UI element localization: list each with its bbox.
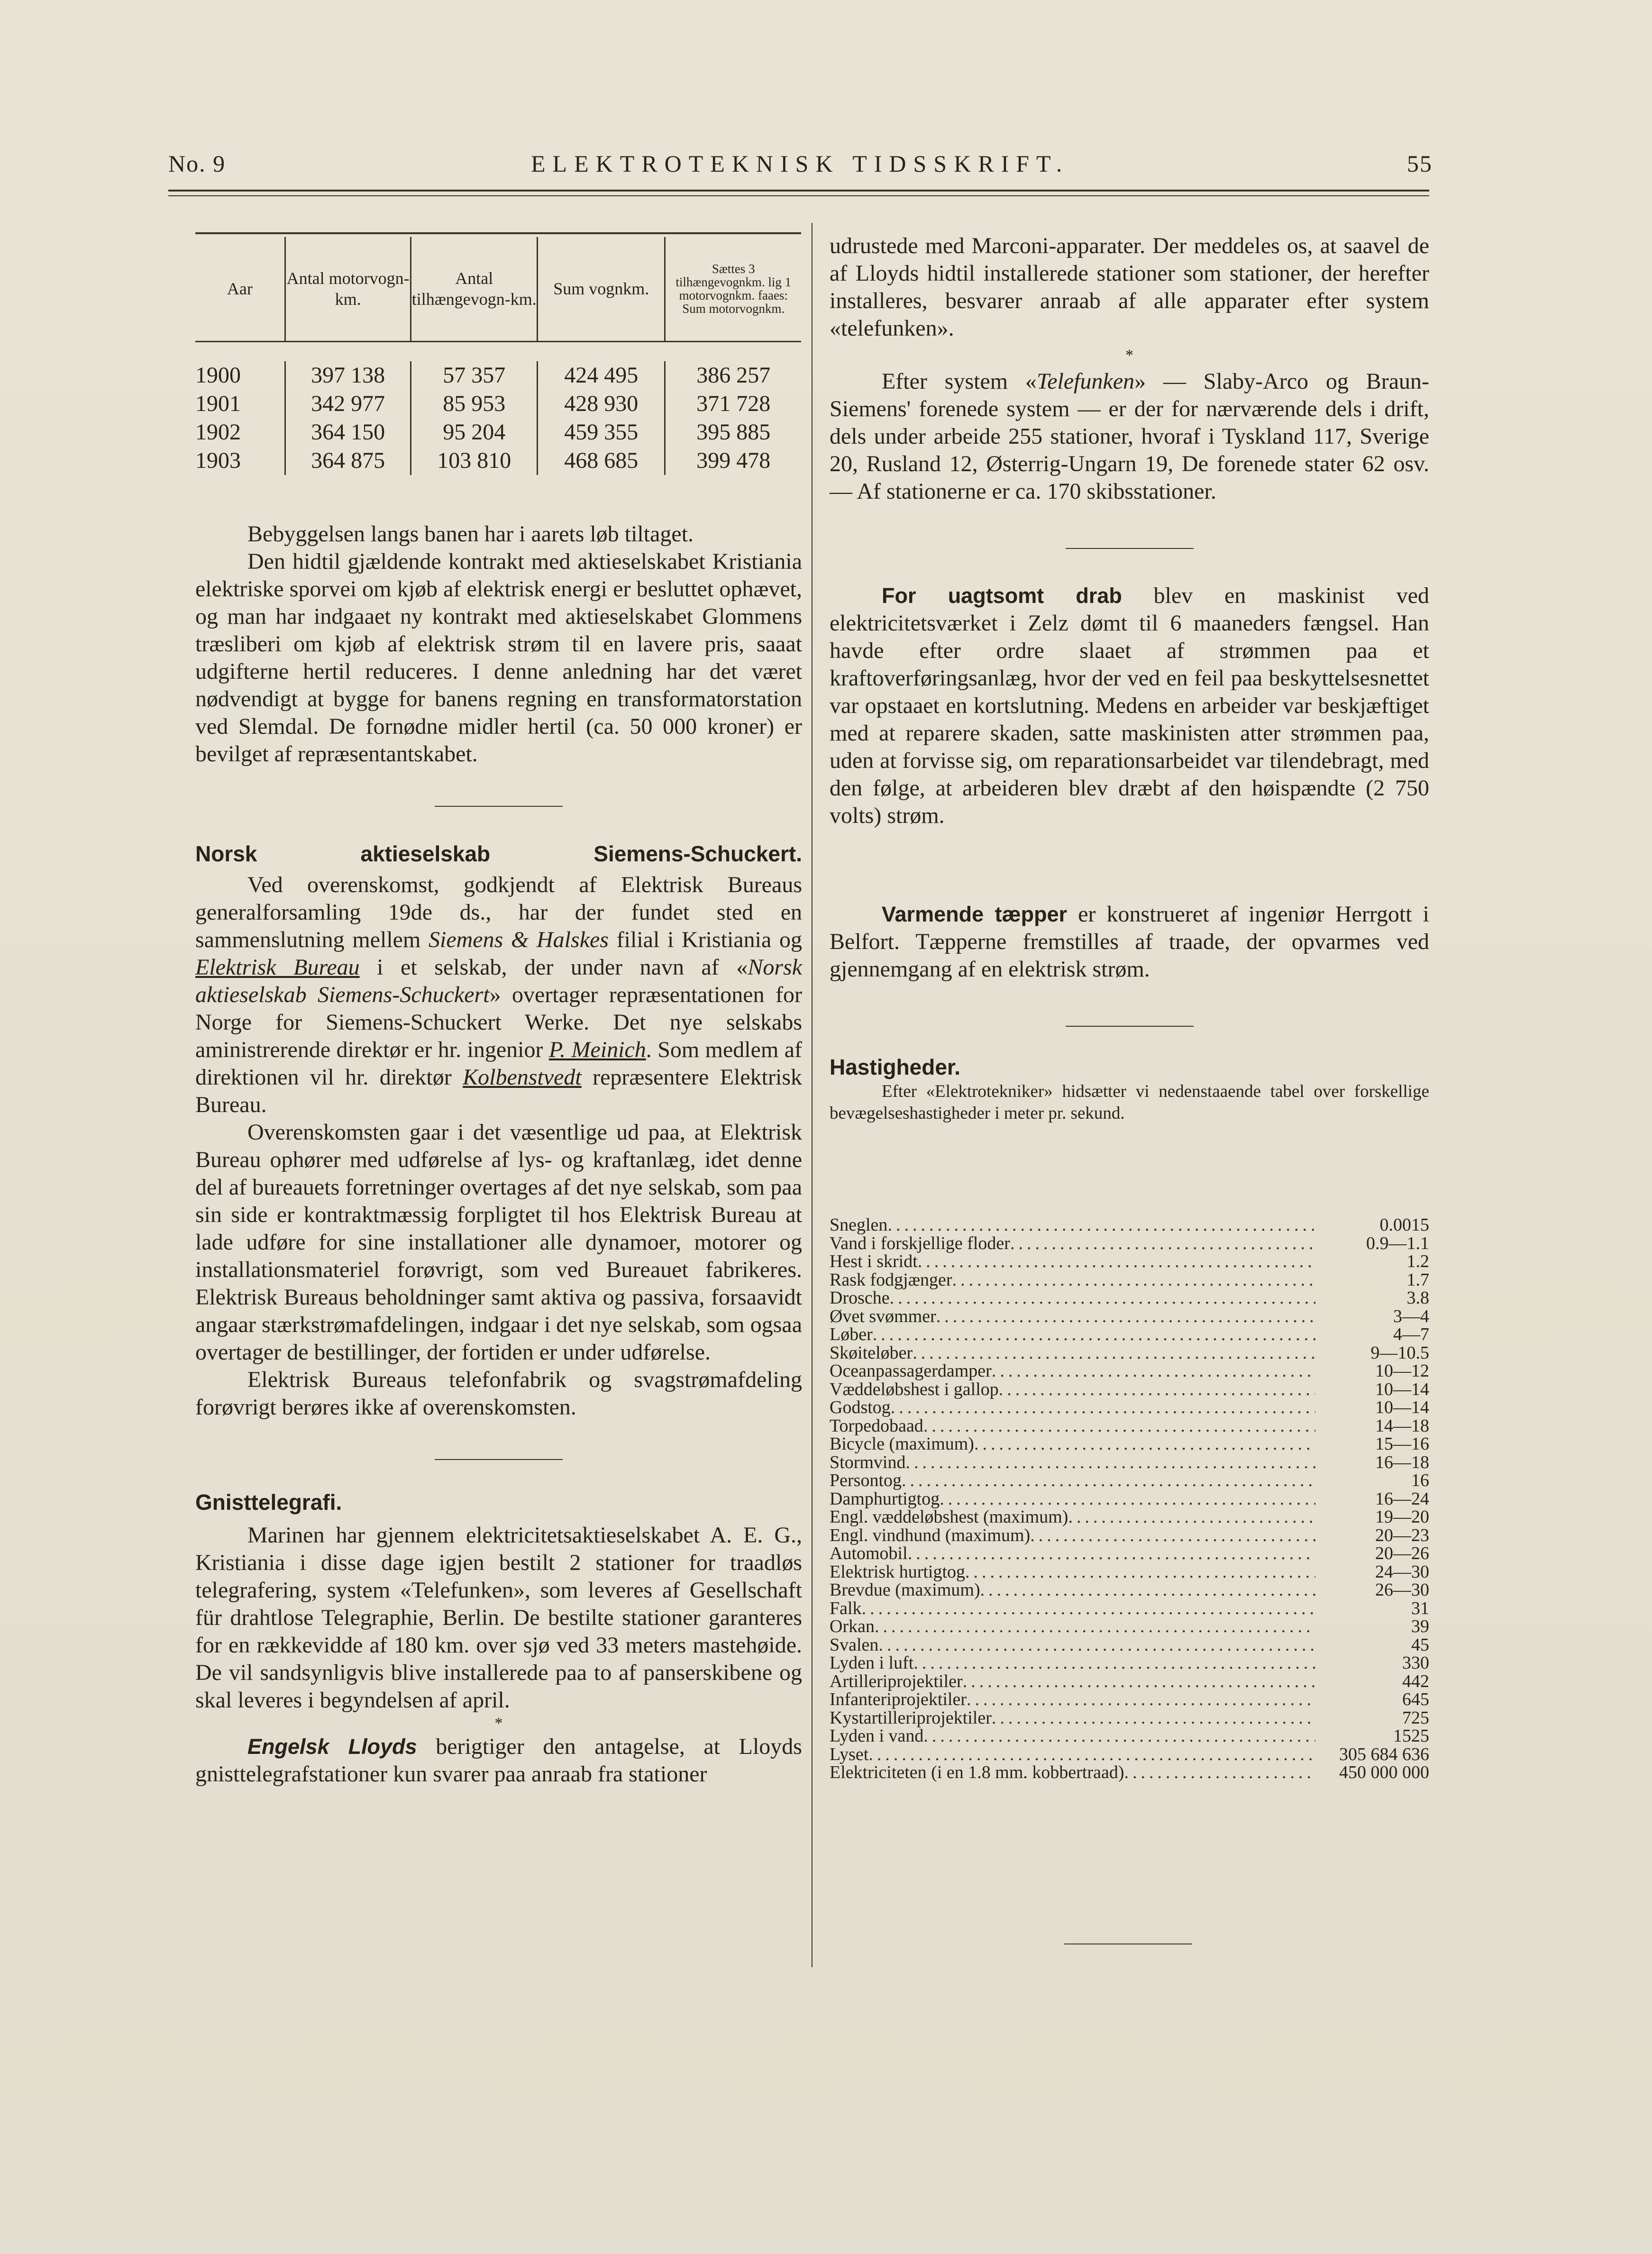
speed-row bbox=[830, 1745, 1429, 1764]
dot-leader bbox=[974, 1435, 1315, 1453]
speed-row bbox=[830, 1252, 1429, 1271]
speed-value: 0.0015 bbox=[1379, 1215, 1429, 1235]
speed-row bbox=[830, 1727, 1429, 1745]
dot-leader bbox=[887, 1216, 1315, 1234]
speed-label: Kystartilleriprojektiler bbox=[830, 1707, 992, 1728]
dot-leader bbox=[875, 1617, 1315, 1636]
speed-row bbox=[830, 1709, 1429, 1727]
dot-leader bbox=[999, 1380, 1315, 1399]
speed-label: Løber bbox=[830, 1324, 873, 1344]
table-rule-top bbox=[195, 232, 801, 234]
speed-value: 20—26 bbox=[1375, 1543, 1429, 1563]
dot-leader bbox=[992, 1709, 1315, 1727]
speed-row bbox=[830, 1216, 1429, 1234]
dot-leader bbox=[862, 1599, 1315, 1618]
speed-label: Oceanpassagerdamper bbox=[830, 1361, 992, 1381]
speed-row bbox=[830, 1690, 1429, 1709]
speed-value: 19—20 bbox=[1375, 1507, 1429, 1527]
dot-leader bbox=[952, 1271, 1315, 1289]
dot-leader bbox=[918, 1252, 1315, 1271]
table-row: 1903 364 875 103 810 468 685 399 478 bbox=[195, 447, 801, 475]
dot-leader bbox=[1124, 1763, 1316, 1782]
speed-row bbox=[830, 1526, 1429, 1545]
speed-label: Stormvind bbox=[830, 1452, 906, 1472]
speed-label: Orkan bbox=[830, 1616, 875, 1636]
dot-leader bbox=[923, 1417, 1315, 1435]
speed-value: 645 bbox=[1402, 1689, 1429, 1709]
speed-label: Lyden i vand bbox=[830, 1726, 924, 1746]
dot-leader bbox=[873, 1325, 1315, 1344]
speed-value: 15—16 bbox=[1375, 1434, 1429, 1454]
paragraph: Marinen har gjennem elektricitetsaktieselskabet A. E. G., Kristiania i disse dage igjen bestilt 2 stationer for traadløs telegrafering, system «Telefunken», som leveres af Gesellschaft für drahtlose Telegraphie, Berlin. De bestilte stationer garanteres for en rækkevidde af 180 km. over sjø ved 33 meters mastehøide. De vil sandsynligvis blive installerede paa to af panserskibene og skal leveres i begyndelsen af april. bbox=[195, 1523, 802, 1713]
speed-value: 20—23 bbox=[1375, 1525, 1429, 1545]
dot-leader bbox=[905, 1453, 1315, 1472]
drab-title: For uagtsomt drab bbox=[882, 584, 1122, 608]
speed-row bbox=[830, 1234, 1429, 1253]
speed-value: 330 bbox=[1402, 1653, 1429, 1673]
varm-title: Varmende tæpper bbox=[882, 902, 1068, 926]
speed-row bbox=[830, 1617, 1429, 1636]
paragraph: udrustede med Marconi-apparater. Der meddeles os, at saavel de af Lloyds hidtil installerede stationer som stationer, der herefter installeres, besvarer anraab af alle apparater efter system «telefunken». bbox=[830, 233, 1429, 341]
dot-leader bbox=[1030, 1526, 1315, 1545]
running-header bbox=[0, 150, 1652, 183]
speed-label: Øvet svømmer bbox=[830, 1306, 936, 1326]
speed-value: 0.9—1.1 bbox=[1366, 1233, 1429, 1253]
asterism: * bbox=[1125, 347, 1133, 364]
dot-leader bbox=[963, 1672, 1315, 1691]
dot-leader bbox=[913, 1344, 1315, 1362]
table-header-rule bbox=[195, 341, 801, 361]
speed-value: 10—14 bbox=[1375, 1397, 1429, 1417]
header-equivalent-km: Sættes 3 tilhængevognkm. lig 1 motorvognkm. faaes: Sum motorvognkm. bbox=[665, 237, 801, 341]
speed-label: Rask fodgjænger bbox=[830, 1269, 952, 1290]
speeds-table bbox=[830, 1216, 1429, 1782]
speed-value: 3.8 bbox=[1406, 1288, 1429, 1308]
dot-leader bbox=[902, 1471, 1315, 1490]
speed-label: Elektriciteten (i en 1.8 mm. kobbertraad) bbox=[830, 1762, 1124, 1782]
speed-label: Sneglen bbox=[830, 1215, 888, 1235]
journal-title: ELEKTROTEKNISK TIDSSKRIFT. bbox=[531, 150, 1069, 177]
left-column bbox=[195, 520, 802, 1788]
dot-leader bbox=[967, 1690, 1315, 1709]
speed-label: Elektrisk hurtigtog bbox=[830, 1561, 966, 1582]
speeds-intro: Efter «Elektrotekniker» hidsætter vi nedenstaaende tabel over forskellige bevægelseshastigheder i meter pr. sekund. bbox=[830, 1082, 1429, 1123]
table-row: 1902 364 150 95 204 459 355 395 885 bbox=[195, 418, 801, 447]
speed-value: 3—4 bbox=[1393, 1306, 1429, 1326]
dot-leader bbox=[992, 1362, 1315, 1380]
speed-label: Engl. væddeløbshest (maximum) bbox=[830, 1507, 1068, 1527]
speed-row bbox=[830, 1672, 1429, 1691]
speed-row bbox=[830, 1508, 1429, 1526]
speed-value: 45 bbox=[1411, 1634, 1429, 1655]
speed-row bbox=[830, 1490, 1429, 1508]
speed-row bbox=[830, 1289, 1429, 1307]
header-year: Aar bbox=[227, 279, 253, 299]
speed-value: 16 bbox=[1411, 1470, 1429, 1490]
speed-value: 1525 bbox=[1393, 1726, 1429, 1746]
paragraph: Overenskomsten gaar i det væsentlige ud paa, at Elektrisk Bureau ophører med udførelse af lys- og kraftanlæg, idet denne del af bureauets forretninger overtages af det nye selskab, som paa sin side er kontraktmæssig forpligtet til hos Elektrisk Bureau at lade udføre for sine installationer alle dynamoer, motorer og installationsmateriel forøvrigt, som ved Bureauet fabrikeres. Elektrisk Bureaus beholdninger samt aktiva og passiva, forsaavidt angaar stærkstrømafdelingen, indgaar i det nye selskab, som ogsaa overtager de bestillinger, der fortiden er under udførelse. bbox=[195, 1120, 802, 1365]
speed-row bbox=[830, 1398, 1429, 1417]
speed-label: Brevdue (maximum) bbox=[830, 1580, 980, 1600]
section-title-gnisttelegrafi: Gnisttelegrafi. bbox=[195, 1490, 342, 1515]
dot-leader bbox=[891, 1398, 1315, 1417]
dot-leader bbox=[868, 1745, 1315, 1764]
speed-row bbox=[830, 1636, 1429, 1654]
speed-value: 39 bbox=[1411, 1616, 1429, 1636]
table-row: 1901 342 977 85 953 428 930 371 728 bbox=[195, 390, 801, 418]
header-motor-km: Antal motorvogn-km. bbox=[285, 237, 411, 341]
dot-leader bbox=[1010, 1234, 1315, 1253]
speed-value: 725 bbox=[1402, 1707, 1429, 1728]
speed-row bbox=[830, 1581, 1429, 1599]
speed-row bbox=[830, 1763, 1429, 1782]
paragraph: Efter system «Telefunken» — Slaby-Arco og Braun-Siemens' forenede system — er der for nærværende dels i drift, dels under arbeide 255 stationer, hvoraf i Tyskland 117, Sverige 20, Rusland 12, Østerrig-Ungarn 19, De forenede stater 62 osv. — Af stationerne er ca. 170 skibsstationer. bbox=[830, 369, 1430, 504]
speed-value: 450 000 000 bbox=[1339, 1762, 1429, 1782]
speed-row bbox=[830, 1471, 1429, 1490]
speed-value: 14—18 bbox=[1375, 1415, 1429, 1436]
speed-label: Godstog bbox=[830, 1397, 891, 1417]
header-rule-top bbox=[168, 190, 1429, 192]
speed-value: 31 bbox=[1411, 1598, 1429, 1618]
speed-value: 1.2 bbox=[1406, 1251, 1429, 1271]
header-sum-km: Sum vognkm. bbox=[538, 237, 665, 341]
speed-row bbox=[830, 1271, 1429, 1289]
header-rule-bottom bbox=[168, 195, 1429, 196]
paragraph: Engelsk Lloyds berigtiger den antagelse, at Lloyds gnisttelegrafstationer kun svarer paa anraab fra stationer bbox=[195, 1734, 802, 1787]
speed-row bbox=[830, 1380, 1429, 1399]
speed-label: Damphurtigtog bbox=[830, 1488, 940, 1509]
dot-leader bbox=[890, 1289, 1315, 1307]
speed-value: 9—10.5 bbox=[1370, 1342, 1429, 1363]
speed-value: 442 bbox=[1402, 1671, 1429, 1691]
issue-number: No. 9 bbox=[168, 150, 226, 177]
table-row: 1900 397 138 57 357 424 495 386 257 bbox=[195, 361, 801, 390]
speed-label: Vand i forskjellige floder bbox=[830, 1233, 1010, 1253]
speed-label: Svalen bbox=[830, 1634, 879, 1655]
speed-value: 24—30 bbox=[1375, 1561, 1429, 1582]
speed-label: Væddeløbshest i gallop bbox=[830, 1379, 999, 1399]
speed-row bbox=[830, 1435, 1429, 1453]
table-header-row bbox=[195, 237, 801, 341]
dot-leader bbox=[965, 1563, 1315, 1581]
right-column bbox=[830, 232, 1429, 1124]
page-number: 55 bbox=[1407, 150, 1433, 177]
speed-label: Automobil bbox=[830, 1543, 908, 1563]
speed-label: Artilleriprojektiler bbox=[830, 1671, 963, 1691]
speed-row bbox=[830, 1307, 1429, 1326]
speed-row bbox=[830, 1417, 1429, 1435]
paragraph: Ved overenskomst, godkjendt af Elektrisk Bureaus generalforsamling 19de ds., har der fundet sted en sammenslutning mellem Siemens & Halskes filial i Kristiania og Elektrisk Bureau i et selskab, der under navn af «Norsk aktieselskab Siemens-Schuckert» overtager repræsentationen for Norge for Siemens-Schuckert Werke. Det nye selskabs aministrerende direktør er hr. ingenior P. Meinich. Som medlem af direktionen vil hr. direktør Kolbenstvedt repræsentere Elektrisk Bureau. bbox=[195, 872, 803, 1117]
speed-row bbox=[830, 1654, 1429, 1672]
paragraph: Bebyggelsen langs banen har i aarets løb tiltaget. bbox=[247, 521, 694, 547]
dot-leader bbox=[1068, 1508, 1315, 1526]
dot-leader bbox=[980, 1581, 1315, 1599]
asterism: * bbox=[494, 1715, 503, 1732]
speed-label: Hest i skridt bbox=[830, 1251, 918, 1271]
speed-row bbox=[830, 1362, 1429, 1380]
speed-row bbox=[830, 1599, 1429, 1618]
dot-leader bbox=[913, 1654, 1315, 1672]
section-title-siemens: Norsk aktieselskab Siemens-Schuckert. bbox=[195, 841, 802, 866]
speed-label: Skøiteløber bbox=[830, 1342, 913, 1363]
speed-row bbox=[830, 1325, 1429, 1344]
speed-value: 4—7 bbox=[1393, 1324, 1429, 1344]
speed-label: Falk bbox=[830, 1598, 862, 1618]
speed-label: Lyset bbox=[830, 1744, 869, 1764]
speed-row bbox=[830, 1453, 1429, 1472]
speed-value: 10—14 bbox=[1375, 1379, 1429, 1399]
speed-value: 26—30 bbox=[1375, 1580, 1429, 1600]
lloyds-title: Engelsk Lloyds bbox=[247, 1734, 417, 1759]
speed-value: 16—24 bbox=[1375, 1488, 1429, 1509]
paragraph: For uagtsomt drab blev en maskinist ved elektricitetsværket i Zelz dømt til 6 maaneders fængsel. Han havde efter ordre slaaet af strømmen paa et kraftoverføringsanlæg, hvor der ved en feil paa beskyttelsesnettet var opstaaet en kortslutning. Medens en arbeider var beskjæftiget med at reparere skaden, satte maskinisten atter strømmen paa, uden at forvisse sig, om reparationsarbeidet var tilendebragt, med den følge, at arbeideren blev dræbt af den høispændte (2 750 volts) strøm. bbox=[830, 583, 1429, 828]
speed-value: 1.7 bbox=[1406, 1269, 1429, 1290]
speed-label: Infanteriprojektiler bbox=[830, 1689, 967, 1709]
speed-label: Persontog bbox=[830, 1470, 902, 1490]
speed-value: 16—18 bbox=[1375, 1452, 1429, 1472]
paragraph: Den hidtil gjældende kontrakt med aktieselskabet Kristiania elektriske sporvei om kjøb af elektrisk energi er besluttet ophævet, og man har indgaaet ny kontrakt med aktieselskabet Glommens træsliberi om kjøb af elektrisk strøm til en lavere pris, saaat udgifterne hertil reduceres. I denne anledning har det været nødvendigt at bygge for banens regning en transformatorstation ved Slemdal. De fornødne midler hertil (ca. 50 000 kroner) er bevilget af repræsentantskabet. bbox=[195, 549, 802, 767]
paragraph: Varmende tæpper er konstrueret af ingeniør Herrgott i Belfort. Tæpperne fremstilles af traade, der opvarmes ved gjennemgang af en elektrisk strøm. bbox=[830, 902, 1429, 982]
speed-label: Drosche bbox=[830, 1288, 890, 1308]
dot-leader bbox=[908, 1544, 1315, 1563]
speed-label: Bicycle (maximum) bbox=[830, 1434, 974, 1454]
speed-row bbox=[830, 1544, 1429, 1563]
speed-label: Torpedobaad bbox=[830, 1415, 923, 1436]
vehicle-km-table bbox=[195, 232, 801, 475]
speed-value: 10—12 bbox=[1375, 1361, 1429, 1381]
dot-leader bbox=[878, 1636, 1315, 1654]
speed-row bbox=[830, 1563, 1429, 1581]
speed-row bbox=[830, 1344, 1429, 1362]
speed-label: Lyden i luft bbox=[830, 1653, 914, 1673]
speed-label: Engl. vindhund (maximum) bbox=[830, 1525, 1031, 1545]
section-title-hastigheder: Hastigheder. bbox=[830, 1055, 961, 1079]
speed-value: 305 684 636 bbox=[1339, 1744, 1429, 1764]
dot-leader bbox=[940, 1490, 1315, 1508]
dot-leader bbox=[936, 1307, 1315, 1326]
header-trailer-km: Antal tilhængevogn-km. bbox=[411, 237, 538, 341]
paragraph: Elektrisk Bureaus telefonfabrik og svagstrømafdeling forøvrigt berøres ikke af overenskomsten. bbox=[195, 1367, 802, 1420]
dot-leader bbox=[923, 1727, 1315, 1745]
